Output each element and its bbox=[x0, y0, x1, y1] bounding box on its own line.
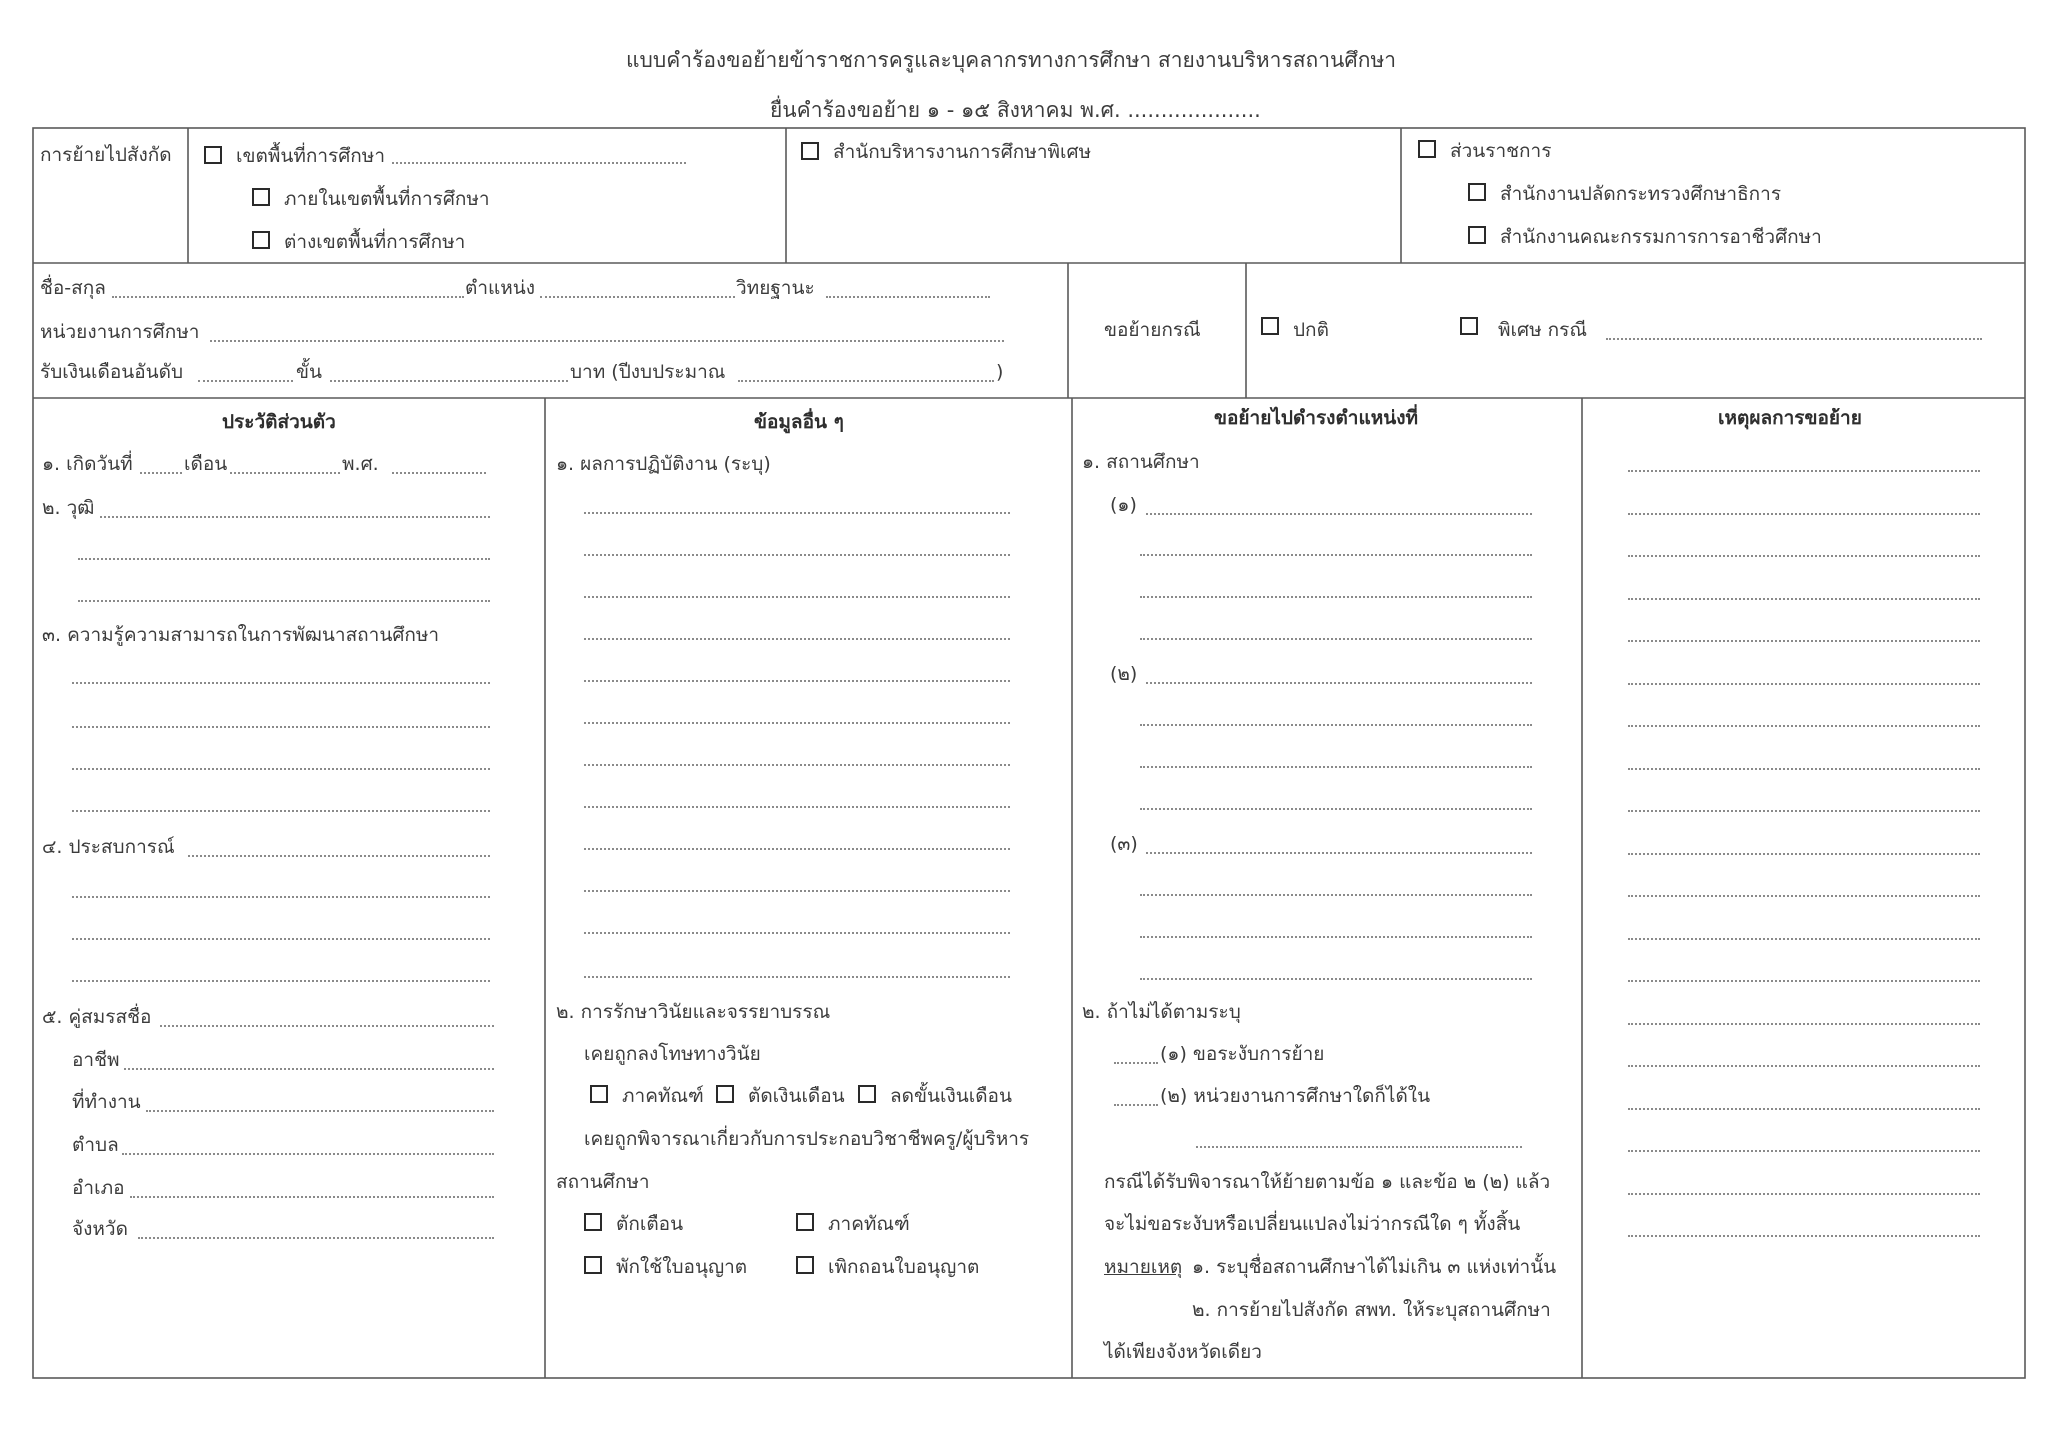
considered-label: เคยถูกพิจารณาเกี่ยวกับการประกอบวิชาชีพครู/ผู้บริหาร bbox=[584, 1128, 1030, 1150]
target-option-3-line[interactable] bbox=[1140, 894, 1532, 896]
cancel-transfer-label: (๑) ขอระงับการย้าย bbox=[1160, 1043, 1325, 1065]
province-field[interactable] bbox=[138, 1237, 494, 1239]
probation2-label: ภาคทัณฑ์ bbox=[828, 1213, 910, 1235]
experience-label: ๔. ประสบการณ์ bbox=[42, 836, 175, 858]
punished-label: เคยถูกลงโทษทางวินัย bbox=[584, 1043, 761, 1065]
degree-line[interactable] bbox=[78, 600, 490, 602]
other-info-header: ข้อมูลอื่น ๆ bbox=[754, 411, 844, 433]
special-case-label: พิเศษ กรณี bbox=[1498, 319, 1587, 341]
across-area-label: ต่างเขตพื้นที่การศึกษา bbox=[284, 231, 466, 253]
position-field[interactable] bbox=[540, 296, 735, 298]
note-line-2: ๒. การย้ายไปสังกัด สพท. ให้ระบุสถานศึกษา bbox=[1192, 1299, 1551, 1321]
academic-rank-label: วิทยฐานะ bbox=[736, 277, 815, 299]
form-subtitle: ยื่นคำร้องขอย้าย ๑ - ๑๕ สิงหาคม พ.ศ. .................... bbox=[770, 98, 1261, 122]
performance-line[interactable] bbox=[584, 890, 1010, 892]
salary-level-label: รับเงินเดือนอันดับ bbox=[40, 361, 184, 383]
competence-label: ๓. ความรู้ความสามารถในการพัฒนาสถานศึกษา bbox=[42, 624, 440, 646]
reason-line[interactable] bbox=[1628, 1023, 1980, 1025]
suspend-license-label: พักใช้ใบอนุญาต bbox=[616, 1256, 748, 1278]
across-area-checkbox[interactable] bbox=[252, 231, 270, 249]
close-paren: ) bbox=[996, 361, 1004, 383]
experience-line[interactable] bbox=[72, 980, 490, 982]
personal-history-header: ประวัติส่วนตัว bbox=[222, 411, 336, 433]
reason-line[interactable] bbox=[1628, 938, 1980, 940]
note-label: หมายเหตุ bbox=[1104, 1256, 1183, 1278]
reason-line[interactable] bbox=[1628, 640, 1980, 642]
target-option-1-line[interactable] bbox=[1140, 596, 1532, 598]
permanent-secretary-label: สำนักงานปลัดกระทรวงศึกษาธิการ bbox=[1500, 183, 1782, 205]
revoke-license-label: เพิกถอนใบอนุญาต bbox=[828, 1256, 980, 1278]
reason-line[interactable] bbox=[1628, 853, 1980, 855]
performance-line[interactable] bbox=[584, 806, 1010, 808]
target-option-1-line[interactable] bbox=[1140, 554, 1532, 556]
degree-label: ๒. วุฒิ bbox=[42, 497, 95, 519]
performance-line[interactable] bbox=[584, 638, 1010, 640]
gov-agency-label: ส่วนราชการ bbox=[1450, 140, 1552, 162]
unit-field[interactable] bbox=[210, 340, 1004, 342]
normal-case-label: ปกติ bbox=[1293, 319, 1329, 341]
birth-month-field[interactable] bbox=[230, 472, 340, 474]
fiscal-year-field[interactable] bbox=[738, 380, 994, 382]
reason-line[interactable] bbox=[1628, 1235, 1980, 1237]
reason-line[interactable] bbox=[1628, 555, 1980, 557]
within-area-checkbox[interactable] bbox=[252, 188, 270, 206]
special-education-office-checkbox[interactable] bbox=[801, 142, 819, 160]
workplace-field[interactable] bbox=[146, 1110, 494, 1112]
birth-day-field[interactable] bbox=[140, 472, 182, 474]
reason-line[interactable] bbox=[1628, 895, 1980, 897]
birth-year-field[interactable] bbox=[392, 472, 486, 474]
occupation-field[interactable] bbox=[124, 1068, 494, 1070]
gov-agency-checkbox[interactable] bbox=[1418, 140, 1436, 158]
probation2-checkbox[interactable] bbox=[796, 1213, 814, 1231]
birth-month-label: เดือน bbox=[184, 453, 228, 475]
probation-label: ภาคทัณฑ์ bbox=[622, 1085, 704, 1107]
if-not-label: ๒. ถ้าไม่ได้ตามระบุ bbox=[1082, 1001, 1241, 1023]
target-option-2-line[interactable] bbox=[1140, 766, 1532, 768]
reason-line[interactable] bbox=[1628, 598, 1980, 600]
target-option-2-label: (๒) bbox=[1110, 663, 1138, 685]
warning-checkbox[interactable] bbox=[584, 1213, 602, 1231]
performance-line[interactable] bbox=[584, 596, 1010, 598]
degree-field[interactable] bbox=[100, 516, 490, 518]
salary-level-field[interactable] bbox=[198, 380, 293, 382]
performance-label: ๑. ผลการปฏิบัติงาน (ระบุ) bbox=[556, 453, 771, 475]
normal-case-checkbox[interactable] bbox=[1261, 317, 1279, 335]
permanent-secretary-checkbox[interactable] bbox=[1468, 183, 1486, 201]
reason-line[interactable] bbox=[1628, 683, 1980, 685]
reason-line[interactable] bbox=[1628, 513, 1980, 515]
target-option-3-label: (๓) bbox=[1110, 833, 1138, 855]
target-option-3-line[interactable] bbox=[1140, 978, 1532, 980]
note-line-3: ได้เพียงจังหวัดเดียว bbox=[1104, 1341, 1262, 1363]
competence-line[interactable] bbox=[72, 726, 490, 728]
experience-field[interactable] bbox=[188, 855, 490, 857]
performance-line[interactable] bbox=[584, 764, 1010, 766]
area-office-fill-line[interactable] bbox=[392, 162, 686, 164]
probation-checkbox[interactable] bbox=[590, 1085, 608, 1103]
salary-cut-checkbox[interactable] bbox=[716, 1085, 734, 1103]
reason-line[interactable] bbox=[1628, 768, 1980, 770]
competence-line[interactable] bbox=[72, 768, 490, 770]
target-option-2-field[interactable] bbox=[1146, 682, 1532, 684]
performance-line[interactable] bbox=[584, 554, 1010, 556]
unit-label: หน่วยงานการศึกษา bbox=[40, 321, 200, 343]
occupation-label: อาชีพ bbox=[72, 1049, 120, 1071]
degree-line[interactable] bbox=[78, 558, 490, 560]
spouse-label: ๕. คู่สมรสชื่อ bbox=[42, 1006, 152, 1028]
vocational-office-label: สำนักงานคณะกรรมการการอาชีวศึกษา bbox=[1500, 226, 1822, 248]
performance-line[interactable] bbox=[584, 932, 1010, 934]
performance-line[interactable] bbox=[584, 722, 1010, 724]
district-field[interactable] bbox=[130, 1196, 494, 1198]
reason-line[interactable] bbox=[1628, 725, 1980, 727]
baht-fiscal-label: บาท (ปีงบประมาณ bbox=[570, 361, 726, 383]
spouse-field[interactable] bbox=[160, 1025, 494, 1027]
reason-line[interactable] bbox=[1628, 470, 1980, 472]
district-label: อำเภอ bbox=[72, 1177, 125, 1199]
target-option-2-line[interactable] bbox=[1140, 724, 1532, 726]
target-option-3-field[interactable] bbox=[1146, 852, 1532, 854]
performance-line[interactable] bbox=[584, 976, 1010, 978]
consent-line-1: กรณีได้รับพิจารณาให้ย้ายตามข้อ ๑ และข้อ ๒ (๒) แล้ว bbox=[1104, 1171, 1551, 1193]
step-down-label: ลดขั้นเงินเดือน bbox=[890, 1085, 1012, 1107]
discipline-label: ๒. การรักษาวินัยและจรรยาบรรณ bbox=[556, 1001, 831, 1023]
workplace-label: ที่ทำงาน bbox=[72, 1091, 141, 1113]
any-unit-mark-field[interactable] bbox=[1114, 1104, 1158, 1106]
target-option-1-label: (๑) bbox=[1110, 494, 1137, 516]
reason-line[interactable] bbox=[1628, 1065, 1980, 1067]
consent-line-2: จะไม่ขอระงับหรือเปลี่ยนแปลงไม่ว่ากรณีใด ๆ ทั้งสิ้น bbox=[1104, 1213, 1521, 1235]
target-option-2-line[interactable] bbox=[1140, 808, 1532, 810]
step-down-checkbox[interactable] bbox=[858, 1085, 876, 1103]
reasons-header: เหตุผลการขอย้าย bbox=[1718, 407, 1862, 429]
suspend-license-checkbox[interactable] bbox=[584, 1256, 602, 1274]
reason-line[interactable] bbox=[1628, 1150, 1980, 1152]
birth-be-label: พ.ศ. bbox=[342, 453, 379, 475]
position-label: ตำแหน่ง bbox=[465, 277, 536, 299]
revoke-license-checkbox[interactable] bbox=[796, 1256, 814, 1274]
within-area-label: ภายในเขตพื้นที่การศึกษา bbox=[284, 188, 490, 210]
performance-line[interactable] bbox=[584, 848, 1010, 850]
province-label: จังหวัด bbox=[72, 1218, 128, 1240]
reason-line[interactable] bbox=[1628, 810, 1980, 812]
affiliation-label: การย้ายไปสังกัด bbox=[40, 144, 172, 166]
subdistrict-label: ตำบล bbox=[72, 1134, 119, 1156]
area-office-label: เขตพื้นที่การศึกษา bbox=[236, 145, 385, 167]
special-case-field[interactable] bbox=[1606, 338, 1982, 340]
experience-line[interactable] bbox=[72, 938, 490, 940]
salary-cut-label: ตัดเงินเดือน bbox=[748, 1085, 845, 1107]
name-label: ชื่อ-สกุล bbox=[40, 277, 106, 299]
school-admin-label: สถานศึกษา bbox=[556, 1171, 650, 1193]
target-school-label: ๑. สถานศึกษา bbox=[1082, 451, 1200, 473]
cancel-mark-field[interactable] bbox=[1114, 1062, 1158, 1064]
reason-line[interactable] bbox=[1628, 980, 1980, 982]
target-option-1-line[interactable] bbox=[1140, 638, 1532, 640]
performance-line[interactable] bbox=[584, 680, 1010, 682]
any-unit-field[interactable] bbox=[1196, 1146, 1522, 1148]
birth-label: ๑. เกิดวันที่ bbox=[42, 453, 133, 475]
subdistrict-field[interactable] bbox=[122, 1153, 494, 1155]
step-label: ขั้น bbox=[296, 361, 322, 383]
form-title: แบบคำร้องขอย้ายข้าราชการครูและบุคลากรทางการศึกษา สายงานบริหารสถานศึกษา bbox=[626, 48, 1397, 72]
competence-line[interactable] bbox=[72, 682, 490, 684]
competence-line[interactable] bbox=[72, 810, 490, 812]
request-case-label: ขอย้ายกรณี bbox=[1104, 319, 1201, 341]
warning-label: ตักเตือน bbox=[616, 1213, 684, 1235]
performance-line[interactable] bbox=[584, 512, 1010, 514]
any-unit-label: (๒) หน่วยงานการศึกษาใดก็ได้ใน bbox=[1160, 1085, 1431, 1107]
target-option-1-field[interactable] bbox=[1146, 513, 1532, 515]
area-office-checkbox[interactable] bbox=[204, 146, 222, 164]
vocational-office-checkbox[interactable] bbox=[1468, 226, 1486, 244]
step-field[interactable] bbox=[330, 380, 568, 382]
experience-line[interactable] bbox=[72, 896, 490, 898]
academic-rank-field[interactable] bbox=[826, 296, 990, 298]
target-position-header: ขอย้ายไปดำรงตำแหน่งที่ bbox=[1214, 407, 1419, 429]
reason-line[interactable] bbox=[1628, 1193, 1980, 1195]
name-field[interactable] bbox=[112, 296, 464, 298]
special-case-checkbox[interactable] bbox=[1460, 317, 1478, 335]
reason-line[interactable] bbox=[1628, 1108, 1980, 1110]
note-line-1: ๑. ระบุชื่อสถานศึกษาได้ไม่เกิน ๓ แห่งเท่านั้น bbox=[1192, 1256, 1557, 1278]
special-education-office-label: สำนักบริหารงานการศึกษาพิเศษ bbox=[833, 141, 1092, 163]
target-option-3-line[interactable] bbox=[1140, 936, 1532, 938]
